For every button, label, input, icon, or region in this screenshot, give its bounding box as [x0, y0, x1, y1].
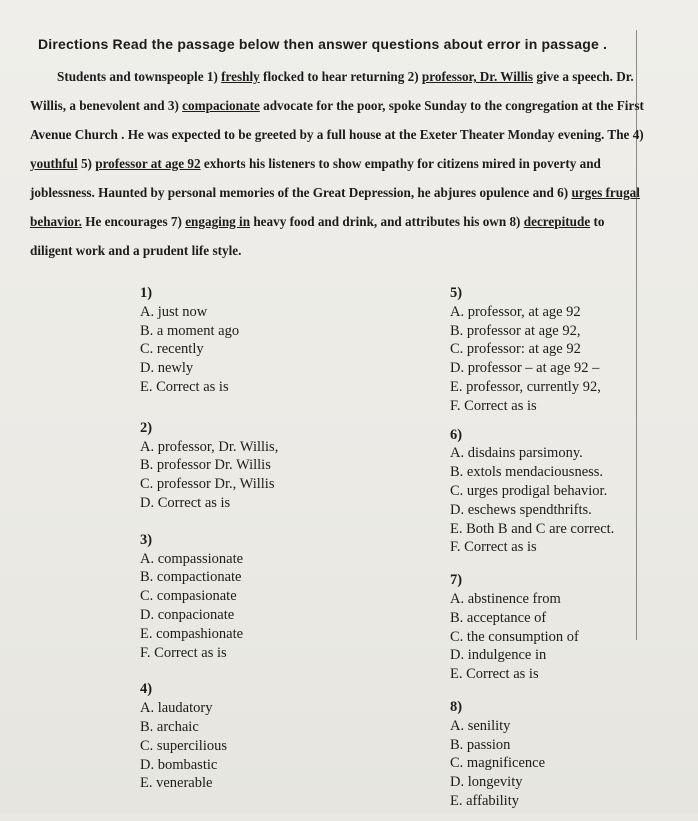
passage-text: flocked to hear returning 2): [259, 69, 422, 84]
underlined-phrase-3: compacionate: [182, 98, 260, 113]
answer-option[interactable]: F. Correct as is: [450, 539, 537, 556]
answer-option[interactable]: D. professor – at age 92 –: [450, 360, 600, 377]
questions-left-column: [140, 284, 390, 803]
question-number: 6): [450, 426, 463, 443]
answer-option[interactable]: E. Correct as is: [450, 666, 539, 683]
answer-option[interactable]: B. a moment ago: [140, 322, 240, 339]
underlined-phrase-5: professor at age 92: [95, 156, 201, 171]
question-number: 7): [450, 572, 463, 589]
question-8: [450, 698, 690, 811]
answer-option[interactable]: A. abstinence from: [450, 590, 561, 607]
passage: [30, 62, 650, 265]
answer-option[interactable]: E. compashionate: [140, 625, 244, 642]
answer-option[interactable]: B. extols mendaciousness.: [450, 464, 604, 481]
passage-text: exhorts his listeners to show empathy for citizens mired in poverty and joblessness. Haunted by personal memories of the Great Depression, he abjures opulence and 6): [30, 156, 601, 200]
answer-option[interactable]: E. professor, currently 92,: [450, 378, 601, 395]
answer-option[interactable]: B. compactionate: [140, 569, 242, 586]
answer-option[interactable]: C. magnificence: [450, 755, 546, 772]
underlined-phrase-1: freshly: [221, 69, 260, 84]
answer-option[interactable]: C. recently: [140, 341, 204, 358]
passage-text: Students and townspeople 1): [57, 69, 218, 84]
answer-option[interactable]: E. Both B and C are correct.: [450, 520, 615, 537]
answer-option[interactable]: A. professor, Dr. Willis,: [140, 438, 279, 455]
underlined-phrase-7: engaging in: [185, 214, 251, 229]
question-number: 8): [450, 698, 463, 715]
answer-option[interactable]: D. eschews spendthrifts.: [450, 501, 592, 518]
answer-option[interactable]: A. disdains parsimony.: [450, 445, 583, 462]
question-1: [140, 284, 390, 397]
passage-text: heavy food and drink, and attributes his own 8): [250, 214, 524, 229]
answer-option[interactable]: B. professor at age 92,: [450, 322, 581, 339]
answer-option[interactable]: D. newly: [140, 360, 194, 377]
answer-option[interactable]: D. longevity: [450, 774, 523, 791]
answer-option[interactable]: D. Correct as is: [140, 494, 231, 511]
answer-option[interactable]: F. Correct as is: [140, 644, 227, 661]
passage-text: advocate for the poor, spoke Sunday to the congregation at the First Avenue Church . He was expected to be greeted by a full house at the Exeter Theater Monday evening. The 4): [30, 98, 644, 142]
passage-text: He encourages 7): [81, 214, 186, 229]
answer-option[interactable]: D. bombastic: [140, 756, 218, 773]
answer-option[interactable]: C. compasionate: [140, 588, 237, 605]
answer-option[interactable]: B. professor Dr. Willis: [140, 457, 271, 474]
underlined-phrase-6: urges frugal behavior.: [30, 185, 640, 229]
passage-text: to diligent work and a prudent life style.: [30, 214, 605, 258]
answer-option[interactable]: E. venerable: [140, 775, 213, 792]
answer-option[interactable]: A. just now: [140, 303, 208, 320]
answer-option[interactable]: B. passion: [450, 736, 511, 753]
question-7: [450, 571, 690, 684]
question-2: [140, 419, 390, 513]
answer-option[interactable]: C. professor: at age 92: [450, 341, 581, 358]
underlined-phrase-4: youthful: [30, 156, 78, 171]
underlined-phrase-2: professor, Dr. Willis: [421, 69, 534, 84]
answer-option[interactable]: A. senility: [450, 717, 511, 734]
question-number: 3): [140, 531, 153, 548]
answer-option[interactable]: C. the consumption of: [450, 628, 579, 645]
answer-option[interactable]: E. Correct as is: [140, 378, 229, 395]
answer-option[interactable]: F. Correct as is: [450, 397, 537, 414]
answer-option[interactable]: D. indulgence in: [450, 647, 547, 664]
answer-option[interactable]: A. professor, at age 92: [450, 303, 581, 320]
answer-option[interactable]: B. acceptance of: [450, 609, 547, 626]
directions-heading: Directions Read the passage below then answer questions about error in passage .: [38, 36, 608, 52]
questions-right-column: [450, 284, 690, 821]
answer-option[interactable]: D. conpacionate: [140, 606, 235, 623]
answer-option[interactable]: A. compassionate: [140, 550, 244, 567]
question-number: 1): [140, 285, 153, 301]
question-6: [450, 426, 690, 558]
answer-option[interactable]: B. archaic: [140, 718, 199, 735]
passage-text: give a speech. Dr. Willis, a benevolent and 3): [30, 69, 634, 113]
answer-option[interactable]: C. supercilious: [140, 737, 227, 754]
underlined-phrase-8: decrepitude: [523, 214, 591, 229]
passage-text: 5): [77, 156, 96, 171]
question-5: [450, 284, 690, 416]
answer-option[interactable]: A. laudatory: [140, 700, 213, 717]
answer-option[interactable]: C. urges prodigal behavior.: [450, 482, 608, 499]
answer-option[interactable]: E. affability: [450, 792, 519, 809]
question-number: 4): [140, 681, 153, 698]
question-3: [140, 531, 390, 663]
answer-option[interactable]: C. professor Dr., Willis: [140, 476, 275, 493]
question-4: [140, 680, 390, 793]
question-number: 2): [140, 419, 153, 436]
question-number: 5): [450, 285, 463, 301]
